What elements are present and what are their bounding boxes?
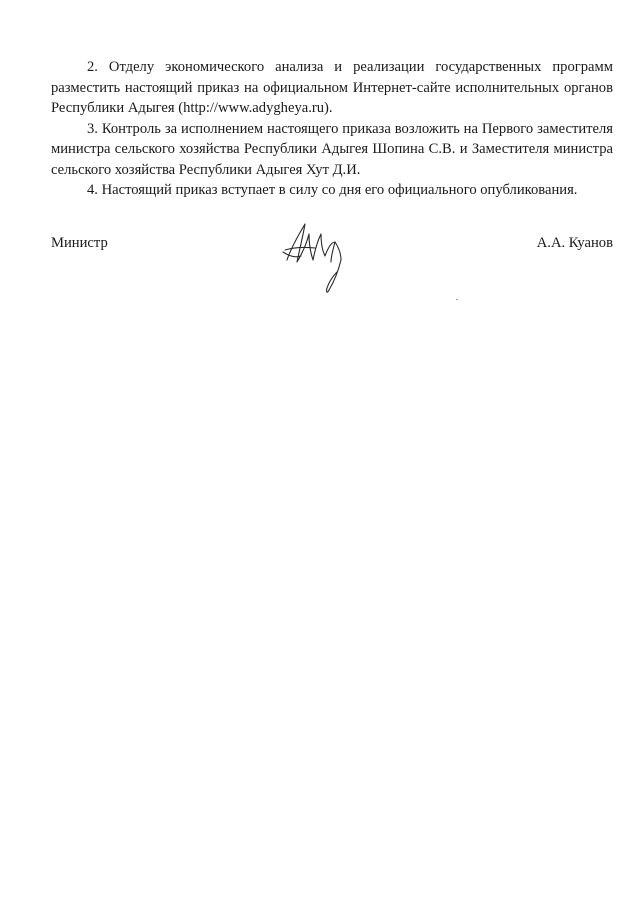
handwritten-signature: [281, 220, 355, 300]
signatory-title: Министр: [51, 235, 108, 251]
paragraph-2: 2. Отделу экономического анализа и реализации государственных программ разместить настоящий приказ на официальном Интернет-сайте исполнительных органов Республики Адыгея (http://www.adygheya.ru).: [51, 59, 613, 116]
scan-artifact: [456, 299, 458, 300]
signatory-name: А.А. Куанов: [536, 235, 613, 251]
signature-block: [51, 232, 613, 302]
order-body: [51, 57, 613, 201]
paragraph-3: 3. Контроль за исполнением настоящего приказа возложить на Первого заместителя министра сельского хозяйства Республики Адыгея Шопина С.В. и Заместителя министра сельского хозяйства Республики Адыгея Хут Д.И.: [51, 120, 613, 178]
paragraph-4: 4. Настоящий приказ вступает в силу со дня его официального опубликования.: [87, 182, 578, 198]
